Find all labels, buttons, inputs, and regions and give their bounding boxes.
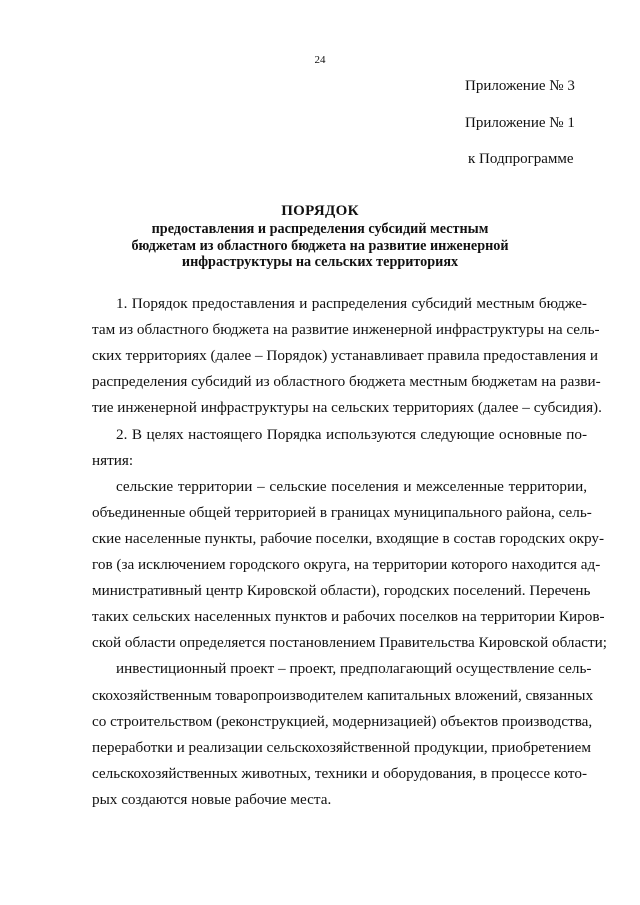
body-line: таких сельских населенных пунктов и рабочих поселков на территории Киров- [92, 608, 605, 625]
body-line: рых создаются новые рабочие места. [92, 791, 332, 808]
annex-line-2: Приложение № 1 [465, 115, 575, 131]
body-line: тие инженерной инфраструктуры на сельских территориях (далее – субсидия). [92, 399, 602, 416]
body-line: инвестиционный проект – проект, предполагающий осуществление сель- [116, 660, 592, 677]
body-line: министративный центр Кировской области), городских поселений. Перечень [92, 582, 591, 599]
body-line: там из областного бюджета на развитие инженерной инфраструктуры на сель- [92, 321, 600, 338]
annex-line-1: Приложение № 3 [465, 78, 575, 94]
body-line: нятия: [92, 452, 134, 469]
body-line: ских территориях (далее – Порядок) устанавливает правила предоставления и [92, 347, 598, 364]
body-line: 2. В целях настоящего Порядка используются следующие основные по- [116, 426, 587, 443]
body-line: переработки и реализации сельскохозяйственной продукции, приобретением [92, 739, 592, 756]
body-line: сельские территории – сельские поселения и межселенные территории, [116, 478, 587, 495]
subtitle-line: инфраструктуры на сельских территориях [181, 254, 459, 270]
body-line: гов (за исключением городского округа, на территории которого находится ад- [92, 556, 601, 573]
body-line: ской области определяется постановлением Правительства Кировской области; [92, 634, 607, 651]
subtitle-line: предоставления и распределения субсидий местным [151, 221, 489, 237]
body-line: сельскохозяйственных животных, техники и оборудования, в процессе кото- [92, 765, 587, 782]
body-line: 1. Порядок предоставления и распределения субсидий местным бюдже- [116, 295, 587, 312]
page-number: 24 [314, 54, 326, 66]
document-title: ПОРЯДОК [281, 203, 359, 219]
document-subtitle [0, 221, 640, 271]
body-line: объединенные общей территорией в границах муниципального района, сель- [92, 504, 592, 521]
annex-line-3: к Подпрограмме [468, 151, 574, 167]
body-line: распределения субсидий из областного бюджета местным бюджетам на разви- [92, 373, 601, 390]
subtitle-line: бюджетам из областного бюджета на развитие инженерной [131, 237, 509, 254]
body-line: со строительством (реконструкцией, модернизацией) объектов производства, [92, 713, 593, 730]
body-line: ские населенные пункты, рабочие поселки, входящие в состав городских окру- [92, 530, 605, 547]
body-line: скохозяйственным товаропроизводителем капитальных вложений, связанных [92, 687, 594, 704]
